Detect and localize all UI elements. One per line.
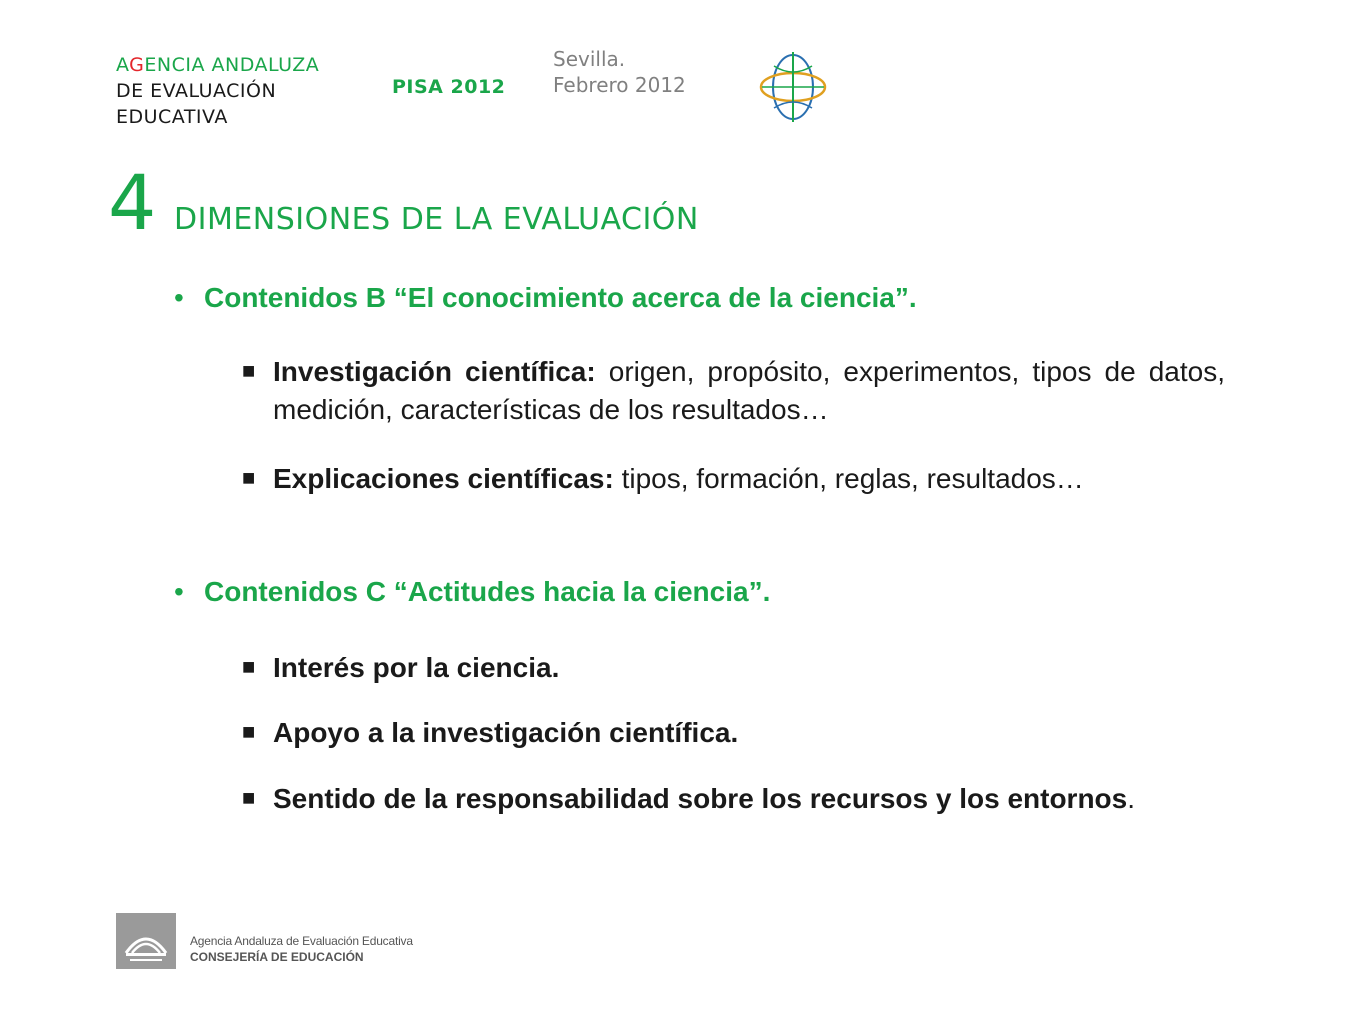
city: Sevilla. — [553, 47, 626, 71]
place-date — [553, 46, 686, 98]
pisa-label: PISA 2012 — [392, 76, 506, 98]
square-bullet-icon: ■ — [242, 465, 256, 490]
bullet-dot-icon: • — [174, 282, 184, 313]
list-item-sentido: ■ Sentido de la responsabilidad sobre los recursos y los entornos. — [242, 779, 1225, 818]
agency-line-1: AGENCIA ANDALUZA — [116, 54, 320, 76]
bullet-dot-icon: • — [174, 576, 184, 607]
bullet-contenidos-b: • Contenidos B “El conocimiento acerca de la ciencia”. — [174, 280, 1204, 316]
list-item-explicaciones: ■ Explicaciones científicas: tipos, formación, reglas, resultados… — [242, 459, 1225, 498]
square-bullet-icon: ■ — [242, 719, 256, 744]
agency-name — [116, 52, 319, 130]
section-number: 4 — [108, 158, 157, 247]
list-item-apoyo: ■ Apoyo a la investigación científica. — [242, 713, 1225, 752]
date: Febrero 2012 — [553, 73, 686, 97]
square-bullet-icon: ■ — [242, 785, 256, 810]
footer-agency: Agencia Andaluza de Evaluación Educativa — [190, 934, 413, 948]
square-bullet-icon: ■ — [242, 358, 256, 383]
list-item-interes: ■ Interés por la ciencia. — [242, 648, 1225, 687]
list-item-investigacion: ■ Investigación científica: origen, propósito, experimentos, tipos de datos, medición, características de los resultados… — [242, 352, 1225, 429]
section-title: DIMENSIONES DE LA EVALUACIÓN — [174, 202, 699, 237]
globe-logo-icon — [754, 48, 832, 126]
junta-andalucia-logo-icon — [116, 913, 176, 969]
agency-line-3: EDUCATIVA — [116, 106, 228, 128]
footer-consejeria: CONSEJERÍA DE EDUCACIÓN — [190, 950, 364, 964]
agency-line-2: DE EVALUACIÓN — [116, 80, 277, 102]
bullet-contenidos-c: • Contenidos C “Actitudes hacia la ciencia”. — [174, 574, 1204, 610]
square-bullet-icon: ■ — [242, 654, 256, 679]
